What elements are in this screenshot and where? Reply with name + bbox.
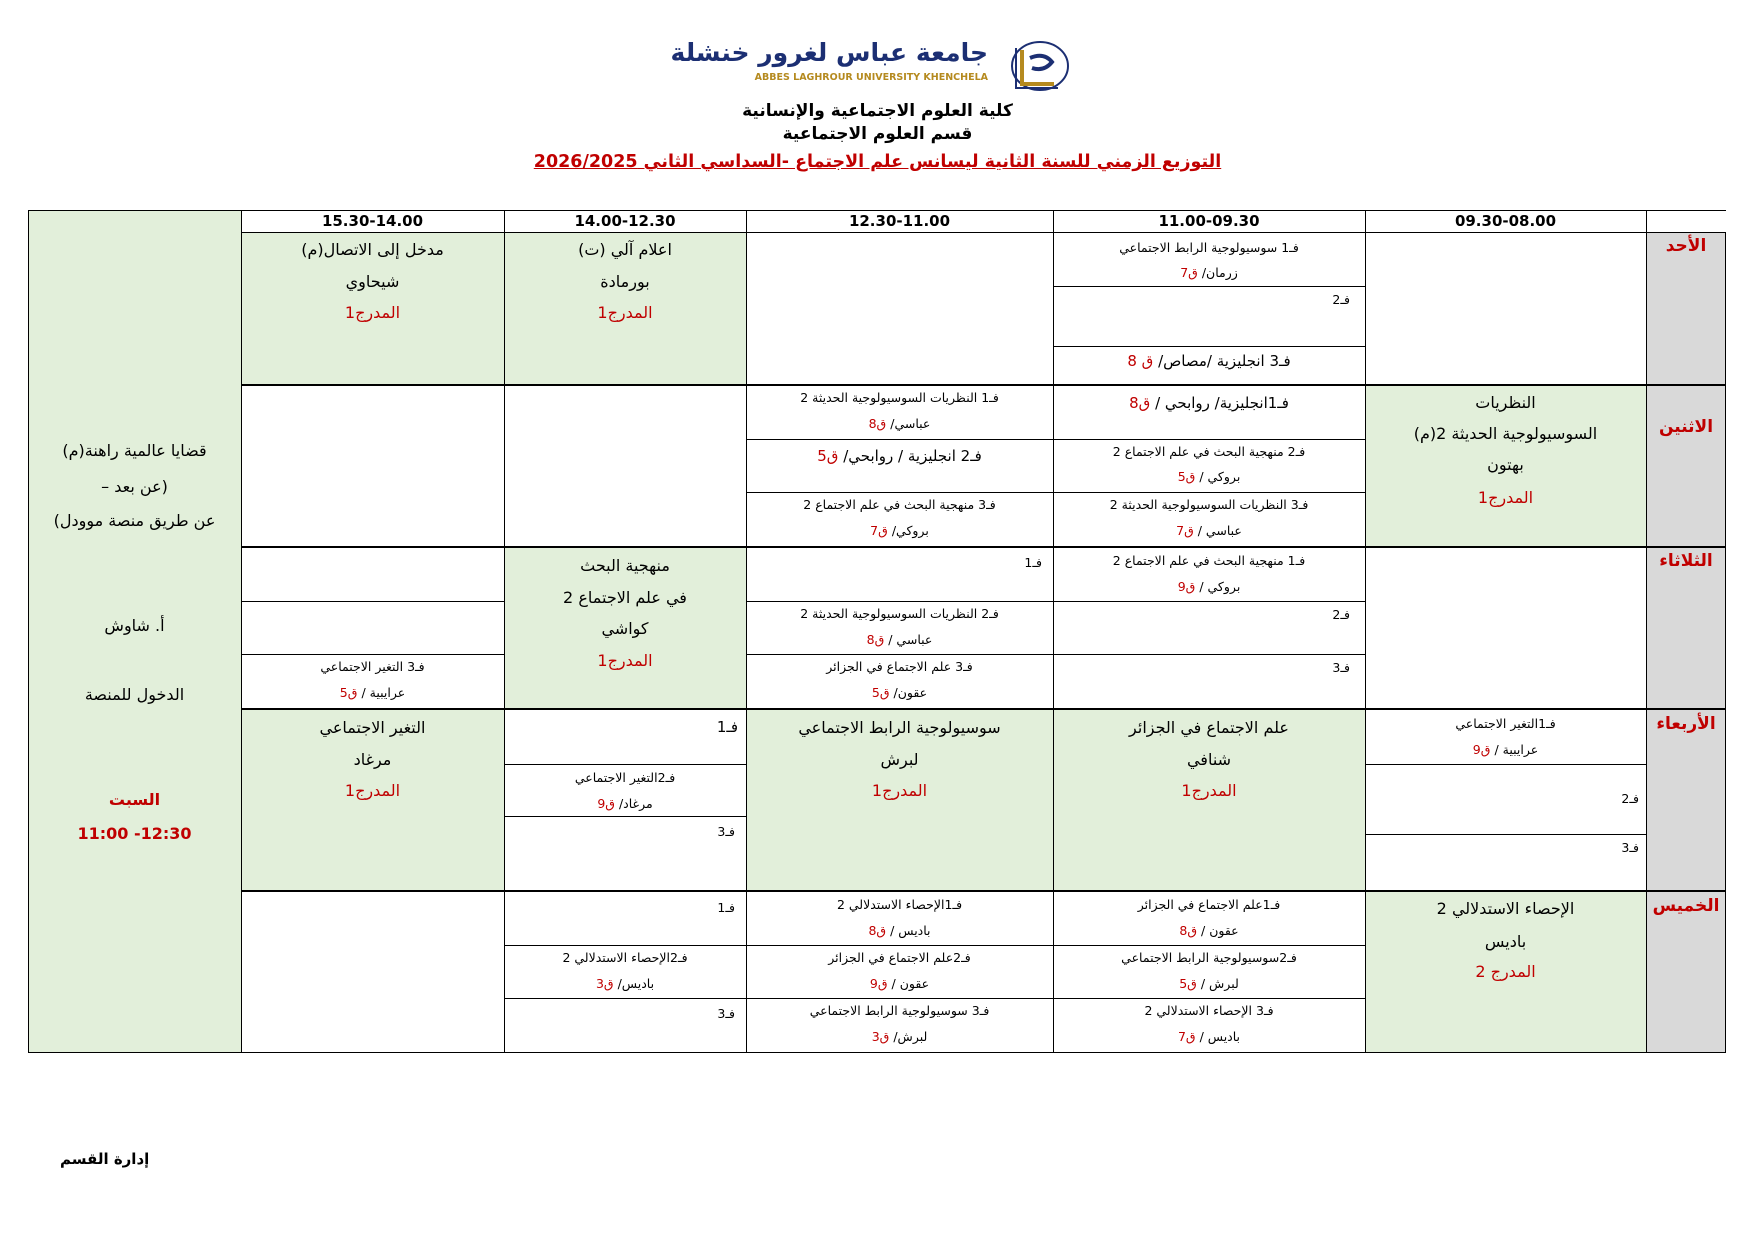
- sun-t4-course: اعلام آلي (ت): [578, 240, 672, 259]
- mon-t3-g3-course: فـ3 منهجية البحث في علم الاجتماع 2: [803, 497, 996, 512]
- wed-t1-g2: فـ2: [1621, 791, 1639, 806]
- thu-t1-course: الإحصاء الاستدلالي 2: [1436, 899, 1575, 918]
- sun-t2-g1-course: فـ1 سوسيولوجية الرابط الاجتماعي: [1119, 240, 1299, 255]
- thu-t2-g3-teacher: باديس / ق7: [1177, 1029, 1241, 1044]
- online-course-title: قضايا عالمية راهنة(م): [62, 441, 207, 460]
- faculty-name: كلية العلوم الاجتماعية والإنسانية: [742, 101, 1013, 121]
- mon-t2-g3-teacher: عباسي / ق7: [1176, 523, 1242, 538]
- day-wednesday: الأربعاء: [1656, 714, 1716, 734]
- online-course-teacher: أ. شاوش: [104, 616, 165, 635]
- wed-t3-room: المدرج1: [871, 781, 928, 800]
- day-monday: الاثنين: [1658, 417, 1714, 437]
- tue-t3-g3-teacher: عقون/ ق5: [871, 685, 928, 700]
- online-course-time: 11:00 -12:30: [77, 824, 192, 843]
- online-course-mode: (عن بعد –: [101, 477, 168, 496]
- tue-t5-g3-course: فـ3 التغير الاجتماعي: [320, 659, 425, 674]
- mon-t2-g1: فـ1انجليزية/ روابحي / ق8: [1129, 394, 1289, 412]
- wed-t5-course: التغير الاجتماعي: [319, 718, 426, 737]
- day-thursday: الخميس: [1652, 896, 1720, 916]
- thu-t2-g2-course: فـ2سوسيولوجية الرابط الاجتماعي: [1121, 950, 1297, 965]
- mon-t1-room: المدرج1: [1477, 488, 1534, 507]
- sun-t2-g2: فـ2: [1332, 292, 1350, 307]
- sun-t4-room: المدرج1: [597, 303, 653, 322]
- online-course-platform: عن طريق منصة موودل): [53, 511, 216, 530]
- wed-t4-g2-teacher: مرغاد/ ق9: [597, 796, 653, 811]
- thu-t4-g3: فـ3: [717, 1006, 735, 1021]
- tue-t4-course1: منهجية البحث: [580, 556, 670, 575]
- tue-t3-g1: فـ1: [1024, 555, 1042, 570]
- university-name-en: ABBES LAGHROUR UNIVERSITY KHENCHELA: [754, 72, 988, 83]
- thu-t1-teacher: باديس: [1484, 932, 1527, 951]
- mon-t3-g3-teacher: بروكي/ ق7: [870, 523, 929, 538]
- wed-t3-course: سوسيولوجية الرابط الاجتماعي: [798, 718, 1001, 737]
- wed-t2-room: المدرج1: [1181, 781, 1237, 800]
- tue-t2-g3: فـ3: [1332, 660, 1350, 675]
- wed-t1-g1-teacher: عرايبية / ق9: [1472, 742, 1539, 757]
- mon-t2-g2-teacher: بروكي / ق5: [1177, 469, 1241, 484]
- university-logo: [670, 38, 1072, 98]
- wed-t1-g3: فـ3: [1621, 840, 1639, 855]
- wed-t4-g1: فـ1: [716, 718, 738, 736]
- mon-t3-g1-teacher: عباسي/ ق8: [868, 416, 931, 431]
- mon-t3-g1-course: فـ1 النظريات السوسيولوجية الحديثة 2: [800, 390, 999, 405]
- thu-t3-g3-course: فـ3 سوسيولوجية الرابط الاجتماعي: [809, 1003, 990, 1018]
- thu-t2-g3-course: فـ3 الإحصاء الاستدلالي 2: [1144, 1003, 1274, 1018]
- sun-t2-g1-teacher: زرمان/ ق7: [1180, 265, 1238, 280]
- tue-t2-g1-course: فـ1 منهجية البحث في علم الاجتماع 2: [1112, 553, 1306, 568]
- sun-t5-room: المدرج1: [344, 303, 401, 322]
- thu-t2-g2-teacher: لبرش / ق5: [1179, 976, 1239, 991]
- mon-t2-g2-course: فـ2 منهجية البحث في علم الاجتماع 2: [1112, 444, 1306, 459]
- thu-t3-g1-teacher: باديس / ق8: [868, 923, 931, 938]
- thu-t1-room: المدرج 2: [1475, 962, 1536, 981]
- time-header-4: 14.00-12.30: [574, 212, 676, 230]
- wed-t1-g1-course: فـ1التغير الاجتماعي: [1455, 716, 1556, 731]
- department-administration: إدارة القسم: [60, 1150, 150, 1168]
- thu-t2-g1-course: فـ1علم الاجتماع في الجزائر: [1137, 897, 1281, 912]
- tue-t2-g2: فـ2: [1332, 607, 1350, 622]
- tue-t4-teacher: كواشي: [601, 619, 649, 638]
- wed-t3-teacher: لبرش: [880, 750, 919, 769]
- department-name: قسم العلوم الاجتماعية: [782, 124, 973, 144]
- day-tuesday: الثلاثاء: [1659, 551, 1713, 571]
- time-header-2: 11.00-09.30: [1158, 212, 1260, 230]
- day-column: [1646, 232, 1726, 1053]
- thu-t3-g1-course: فـ1الإحصاء الاستدلالي 2: [836, 897, 963, 912]
- sun-t2-g3: فـ3 انجليزية /مصاص/ ق 8: [1127, 352, 1291, 370]
- tue-t4-room: المدرج1: [597, 651, 653, 670]
- time-header-3: 12.30-11.00: [848, 212, 951, 230]
- wed-t5-room: المدرج1: [344, 781, 401, 800]
- wed-t2-teacher: شنافي: [1186, 750, 1232, 769]
- wed-t4-g2-course: فـ2التغير الاجتماعي: [574, 770, 676, 785]
- wed-t4-g3: فـ3: [717, 824, 735, 839]
- wed-t2-course: علم الاجتماع في الجزائر: [1129, 718, 1289, 737]
- tue-t5-g3-teacher: عرايبية / ق5: [339, 685, 406, 700]
- online-course-access: الدخول للمنصة: [84, 685, 185, 704]
- thu-t3-g2-teacher: عقون / ق9: [869, 976, 930, 991]
- day-sunday: الأحد: [1665, 236, 1707, 256]
- thu-t3-g2-course: فـ2علم الاجتماع في الجزائر: [828, 950, 971, 965]
- time-header-5: 15.30-14.00: [321, 212, 424, 230]
- tue-t2-g1-teacher: بروكي / ق9: [1177, 579, 1241, 594]
- sun-t4-teacher: بورمادة: [600, 272, 650, 291]
- university-emblem-icon: [992, 38, 1072, 98]
- university-name-ar: جامعة عباس لغرور خنشلة: [670, 38, 988, 67]
- thu-t3-g3-teacher: لبرش/ ق3: [871, 1029, 928, 1044]
- schedule-title: التوزيع الزمني للسنة الثانية ليسانس علم الاجتماع -السداسي الثاني 2026/2025: [533, 152, 1222, 172]
- mon-t1-course2: السوسيولوجية الحديثة 2(م): [1413, 424, 1598, 443]
- tue-t4-course2: في علم الاجتماع 2: [563, 588, 687, 607]
- thu-t4-g1: فـ1: [717, 900, 735, 915]
- tue-t3-g2-course: فـ2 النظريات السوسيولوجية الحديثة 2: [800, 606, 999, 621]
- wed-t5-teacher: مرغاد: [353, 750, 392, 769]
- tue-t3-g3-course: فـ3 علم الاجتماع في الجزائر: [826, 659, 973, 674]
- time-header-1: 09.30-08.00: [1454, 212, 1557, 230]
- sun-t5-teacher: شيحاوي: [345, 272, 400, 291]
- thu-t4-g2-course: فـ2الإحصاء الاستدلالي 2: [562, 950, 688, 965]
- mon-t1-teacher: بهتون: [1487, 455, 1524, 474]
- thu-t2-g1-teacher: عقون / ق8: [1179, 923, 1239, 938]
- online-course-day: السبت: [108, 790, 161, 809]
- tue-t3-g2-teacher: عباسي / ق8: [866, 632, 933, 647]
- mon-t1-course1: النظريات: [1475, 393, 1536, 412]
- mon-t3-g2: فـ2 انجليزية / روابحي/ ق5: [817, 447, 982, 465]
- mon-t2-g3-course: فـ3 النظريات السوسيولوجية الحديثة 2: [1109, 497, 1309, 512]
- thu-t4-g2-teacher: باديس/ ق3: [595, 976, 655, 991]
- sun-t5-course: مدخل إلى الاتصال(م): [301, 240, 444, 259]
